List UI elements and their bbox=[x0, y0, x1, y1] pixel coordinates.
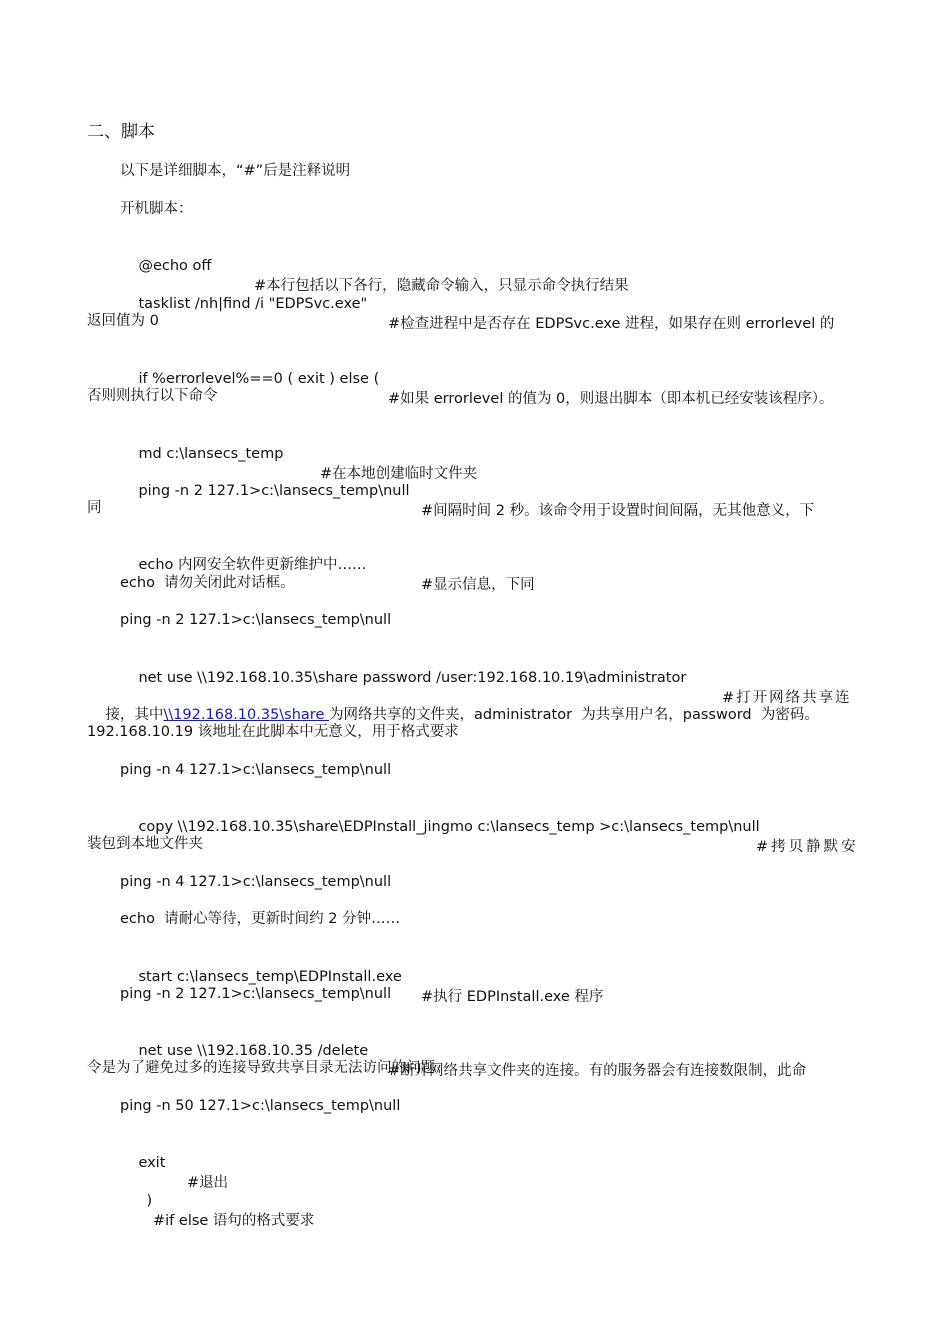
comment-text: #本行包括以下各行，隐藏命令输入，只显示命令执行结果 bbox=[254, 278, 629, 294]
script-line-ping: ping -n 2 127.1>c:\lansecs_temp\null bbox=[120, 612, 392, 628]
command-text: start c:\lansecs_temp\EDPInstall.exe bbox=[138, 969, 402, 985]
command-text: ping -n 2 127.1>c:\lansecs_temp\null bbox=[138, 483, 410, 499]
command-text: tasklist /nh|find /i "EDPSvc.exe" bbox=[138, 296, 368, 312]
intro-text: 以下是详细脚本，“#”后是注释说明 bbox=[120, 163, 351, 179]
comment-text: #检查进程中是否存在 EDPSvc.exe 进程，如果存在则 errorlevel 的 bbox=[388, 316, 835, 332]
script-line-ping: ping -n 50 127.1>c:\lansecs_temp\null bbox=[120, 1098, 401, 1114]
command-text: md c:\lansecs_temp bbox=[138, 446, 284, 462]
script-line-tasklist bbox=[120, 274, 864, 354]
command-text: net use \\192.168.10.35 /delete bbox=[138, 1043, 369, 1059]
comment-text: #执行 EDPInstall.exe 程序 bbox=[421, 989, 604, 1005]
command-text: if %errorlevel%==0 ( exit ) else ( bbox=[138, 371, 380, 387]
continuation-text: 192.168.10.19 该地址在此脚本中无意义，用于格式要求 bbox=[87, 724, 459, 740]
comment-text: #拷贝静默安 bbox=[756, 839, 859, 855]
continuation-text: 令是为了避免过多的连接导致共享目录无法访问的问题 bbox=[87, 1060, 435, 1076]
share-path-link[interactable]: \\192.168.10.35\share bbox=[163, 707, 329, 723]
script-line-echo: echo 请耐心等待，更新时间约 2 分钟…… bbox=[120, 911, 401, 927]
comment-text: #在本地创建临时文件夹 bbox=[320, 466, 478, 482]
script-line-copy bbox=[120, 797, 859, 877]
continuation-text: 装包到本地文件夹 bbox=[87, 836, 203, 852]
comment-text: #间隔时间 2 秒。该命令用于设置时间间隔，无其他意义，下 bbox=[421, 503, 815, 519]
comment-text: #打开网络共享连 bbox=[722, 690, 852, 706]
command-text: net use \\192.168.10.35\share password /user:192.168.10.19\administrator bbox=[138, 670, 687, 686]
comment-text: #如果 errorlevel 的值为 0，则退出脚本（即本机已经安装该程序）。 bbox=[388, 391, 834, 407]
comment-text: #退出 bbox=[187, 1175, 229, 1191]
comment-text: #断开网络共享文件夹的连接。有的服务器会有连接数限制，此命 bbox=[388, 1063, 807, 1079]
section-heading: 二、脚本 bbox=[87, 122, 155, 142]
command-text: echo 内网安全软件更新维护中…… bbox=[138, 557, 367, 573]
continuation-text: 否则则执行以下命令 bbox=[87, 388, 218, 404]
continuation-suffix: 为网络共享的文件夹，administrator 为共享用户名，password 为密码。 bbox=[328, 707, 819, 723]
comment-text: #显示信息，下同 bbox=[421, 577, 535, 593]
command-text: exit bbox=[138, 1155, 166, 1171]
command-text: copy \\192.168.10.35\share\EDPInstall_jingmo c:\lansecs_temp >c:\lansecs_temp\null bbox=[138, 819, 760, 835]
script-line-ping: ping -n 4 127.1>c:\lansecs_temp\null bbox=[120, 762, 392, 778]
boot-script-label: 开机脚本： bbox=[120, 201, 193, 217]
comment-text: #if else 语句的格式要求 bbox=[153, 1213, 315, 1229]
continuation-prefix: 接，其中 bbox=[105, 707, 164, 723]
script-line-echo: echo 请勿关闭此对话框。 bbox=[120, 575, 295, 591]
command-text: @echo off bbox=[138, 258, 212, 274]
continuation-text: 返回值为 0 bbox=[87, 313, 159, 329]
continuation-text: 同 bbox=[87, 500, 102, 516]
command-text: ) bbox=[146, 1193, 153, 1209]
script-line-ping: ping -n 4 127.1>c:\lansecs_temp\null bbox=[120, 874, 392, 890]
script-line-ping bbox=[120, 461, 815, 541]
script-line-ping: ping -n 2 127.1>c:\lansecs_temp\null bbox=[120, 986, 392, 1002]
